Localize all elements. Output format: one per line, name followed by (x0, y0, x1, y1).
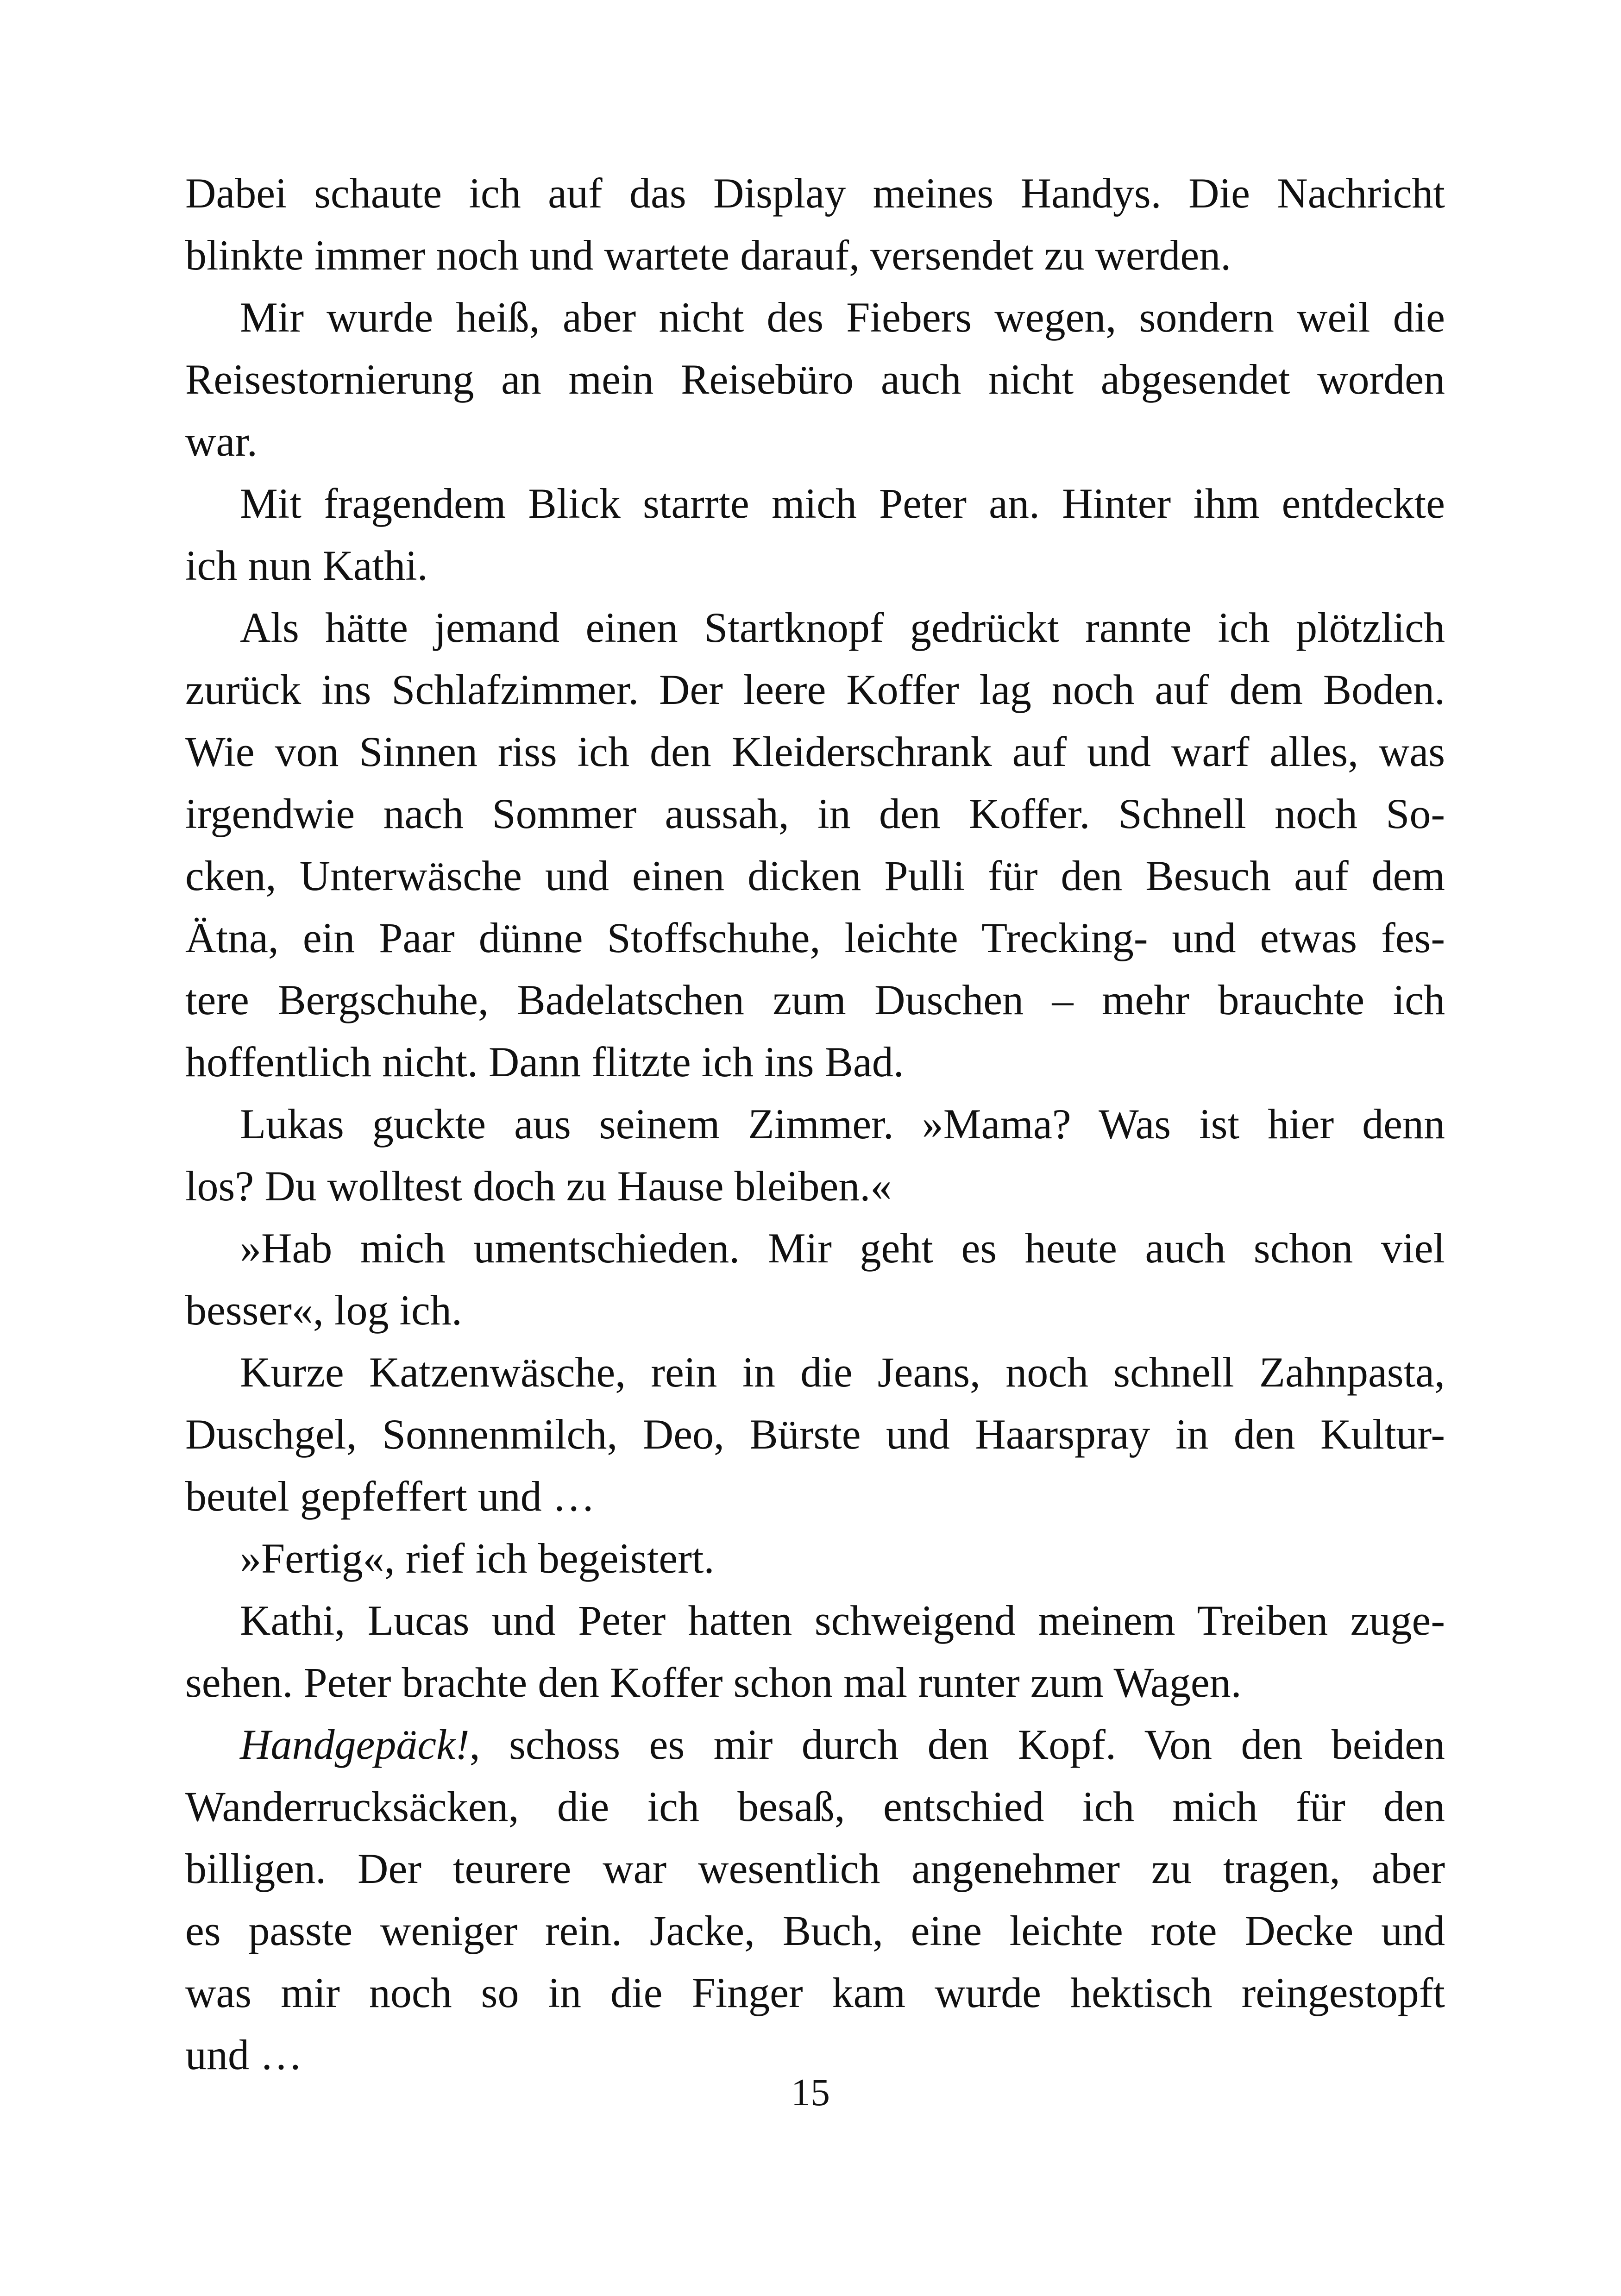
text-line: tere Bergschuhe, Badelatschen zum Duschen – mehr brauchte ich (185, 976, 1445, 1023)
paragraph-8 (185, 1527, 1445, 1589)
paragraph-7 (185, 1341, 1445, 1527)
text-line: »Hab mich umentschieden. Mir geht es heute auch schon viel (240, 1224, 1445, 1272)
paragraph-4 (185, 596, 1445, 1093)
text-line: ich nun Kathi. (185, 542, 428, 589)
paragraph-3 (185, 472, 1445, 596)
italic-lead-word: Handgepäck! (240, 1721, 470, 1768)
text-line: Dabei schaute ich auf das Display meines Handys. Die Nachricht (185, 169, 1445, 217)
text-line: Mit fragendem Blick starrte mich Peter an. Hinter ihm entdeckte (240, 480, 1445, 527)
text-line: beutel gepfeffert und … (185, 1473, 595, 1520)
text-line: Kathi, Lucas und Peter hatten schweigend meinem Treiben zuge- (240, 1597, 1445, 1644)
paragraph-9 (185, 1589, 1445, 1713)
text-line: Wie von Sinnen riss ich den Kleiderschrank auf und warf alles, was (185, 728, 1445, 775)
paragraph-10 (185, 1713, 1445, 2086)
body-text (185, 162, 1445, 2086)
text-line-with-italic (185, 1713, 1445, 1775)
text-line: los? Du wolltest doch zu Hause bleiben.« (185, 1162, 892, 1210)
text-line: »Fertig«, rief ich begeistert. (240, 1535, 715, 1582)
text-line: blinkte immer noch und wartete darauf, versendet zu werden. (185, 232, 1231, 279)
text-line: cken, Unterwäsche und einen dicken Pulli für den Besuch auf dem (185, 852, 1445, 899)
text-line: Mir wurde heiß, aber nicht des Fiebers wegen, sondern weil die (240, 294, 1445, 341)
page-number: 15 (791, 2071, 830, 2114)
text-line: Duschgel, Sonnenmilch, Deo, Bürste und Haarspray in den Kultur- (185, 1411, 1445, 1458)
text-line: billigen. Der teurere war wesentlich angenehmer zu tragen, aber (185, 1845, 1445, 1892)
text-line: hoffentlich nicht. Dann flitzte ich ins Bad. (185, 1038, 904, 1085)
text-line: Wanderrucksäcken, die ich besaß, entschied ich mich für den (185, 1783, 1445, 1830)
text-line: war. (185, 418, 258, 465)
text-line: was mir noch so in die Finger kam wurde hektisch reingestopft (185, 1969, 1445, 2016)
text-line: sehen. Peter brachte den Koffer schon mal runter zum Wagen. (185, 1659, 1242, 1706)
text-line: Kurze Katzenwäsche, rein in die Jeans, noch schnell Zahnpasta, (240, 1349, 1445, 1396)
text-line: zurück ins Schlafzimmer. Der leere Koffer lag noch auf dem Boden. (185, 666, 1445, 713)
text-line: Ätna, ein Paar dünne Stoffschuhe, leichte Trecking- und etwas fes- (185, 914, 1445, 961)
paragraph-2 (185, 286, 1445, 472)
text-fragment: , schoss es mir durch den Kopf. Von den beiden (469, 1721, 1445, 1768)
text-line: Als hätte jemand einen Startknopf gedrückt rannte ich plötzlich (240, 604, 1445, 651)
paragraph-1 (185, 162, 1445, 286)
text-line: besser«, log ich. (185, 1286, 462, 1334)
text-line: irgendwie nach Sommer aussah, in den Koffer. Schnell noch So- (185, 790, 1445, 837)
paragraph-5 (185, 1093, 1445, 1217)
text-line: es passte weniger rein. Jacke, Buch, eine leichte rote Decke und (185, 1907, 1445, 1954)
text-line: Lukas guckte aus seinem Zimmer. »Mama? Was ist hier denn (240, 1100, 1445, 1148)
text-line: Reisestornierung an mein Reisebüro auch nicht abgesendet worden (185, 356, 1445, 403)
text-line: und … (185, 2031, 302, 2078)
paragraph-6 (185, 1217, 1445, 1341)
